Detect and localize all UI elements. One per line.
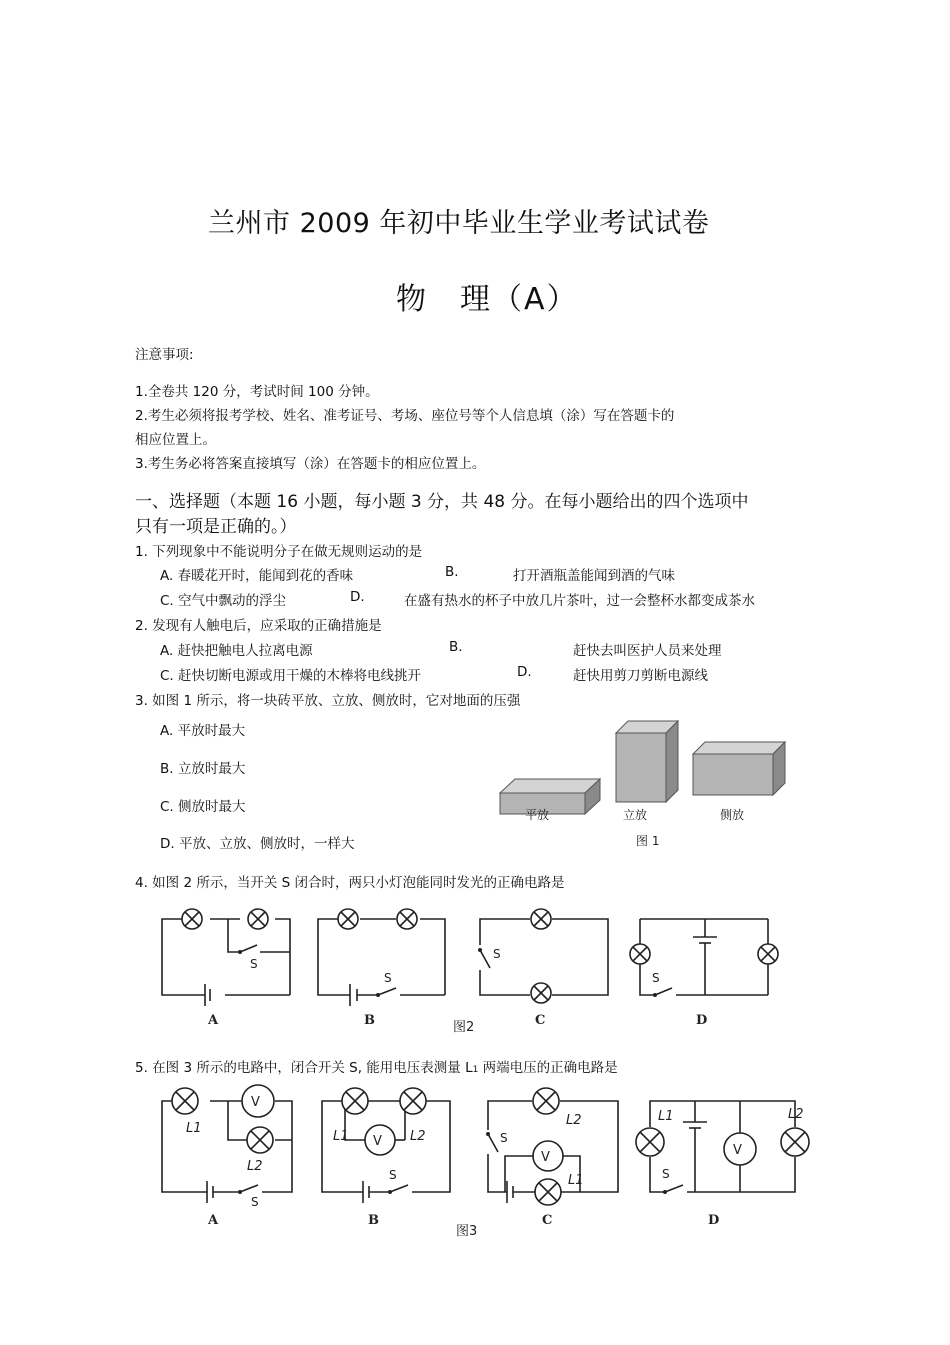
option-b: 打开酒瓶盖能闻到酒的气味 <box>513 568 675 584</box>
circuit-2c <box>478 909 608 1028</box>
voltmeter-label: V <box>373 1134 382 1149</box>
question-stem: 1. 下列现象中不能说明分子在做无规则运动的是 <box>135 544 423 560</box>
option-label: C <box>542 1213 553 1228</box>
note-item: 3.考生务必将答案直接填写（涂）在答题卡的相应位置上。 <box>135 456 486 472</box>
question-stem: 3. 如图 1 所示，将一块砖平放、立放、侧放时，它对地面的压强 <box>135 693 521 709</box>
exam-title: 兰州市 2009 年初中毕业生学业考试试卷 <box>208 208 710 239</box>
switch-label: S <box>384 971 392 985</box>
stem-part: 5. 在图 3 所示的电路中，闭合开关 S, 能用电压表测量 L <box>135 1060 473 1076</box>
note-item: 相应位置上。 <box>135 432 216 448</box>
voltmeter-label: V <box>541 1150 550 1165</box>
stem-part: 两端电压的正确电路是 <box>478 1060 618 1076</box>
option-label: D <box>708 1213 720 1228</box>
stem-subscript: 1 <box>472 1065 479 1075</box>
figure-caption: 图 1 <box>636 834 660 848</box>
circuit-3b <box>322 1088 450 1228</box>
voltmeter-label: V <box>733 1143 742 1158</box>
note-item: 2.考生必须将报考学校、姓名、准考证号、考场、座位号等个人信息填（涂）写在答题卡的 <box>135 408 675 424</box>
circuit-3a <box>162 1085 292 1228</box>
option-b-key: B. <box>445 564 459 580</box>
option-d: 在盛有热水的杯子中放几片茶叶，过一会整杯水都变成茶水 <box>404 593 755 609</box>
brick-upright <box>616 721 678 802</box>
option-a: A. 平放时最大 <box>160 723 246 739</box>
switch-label: S <box>652 971 660 985</box>
l1-label: L1 <box>333 1129 349 1144</box>
option-label: B <box>364 1013 375 1028</box>
figure-3-circuits <box>150 1082 815 1247</box>
option-label: A <box>208 1213 219 1228</box>
l1-label: L1 <box>568 1173 584 1188</box>
option-c: C. 空气中飘动的浮尘 <box>160 593 287 609</box>
subject-title: 物 理（A） <box>396 282 579 317</box>
l2-label: L2 <box>410 1129 426 1144</box>
question-stem <box>135 1056 618 1076</box>
l1-label: L1 <box>658 1109 674 1124</box>
switch-label: S <box>662 1167 670 1181</box>
option-a: A. 春暖花开时，能闻到花的香味 <box>160 568 354 584</box>
section-heading: 一、选择题（本题 16 小题，每小题 3 分，共 48 分。在每小题给出的四个选项中 <box>135 492 749 512</box>
option-b: 赶快去叫医护人员来处理 <box>573 643 722 659</box>
voltmeter-label: V <box>251 1095 260 1110</box>
switch-label: S <box>251 1195 259 1209</box>
circuit-2a <box>162 909 290 1028</box>
option-d-key: D. <box>350 589 365 605</box>
circuit-2b <box>318 909 445 1028</box>
notes-heading: 注意事项: <box>135 347 194 363</box>
option-label: B <box>368 1213 379 1228</box>
label-side: 侧放 <box>720 808 745 822</box>
question-stem: 2. 发现有人触电后，应采取的正确措施是 <box>135 618 382 634</box>
option-label: A <box>208 1013 219 1028</box>
circuit-3c <box>486 1088 618 1228</box>
section-heading-cont: 只有一项是正确的。） <box>135 517 297 537</box>
question-stem: 4. 如图 2 所示，当开关 S 闭合时，两只小灯泡能同时发光的正确电路是 <box>135 875 565 891</box>
option-c: C. 侧放时最大 <box>160 799 246 815</box>
label-flat: 平放 <box>525 808 550 822</box>
l2-label: L2 <box>566 1113 582 1128</box>
option-a: A. 赶快把触电人拉离电源 <box>160 643 313 659</box>
switch-label: S <box>250 957 258 971</box>
switch-label: S <box>389 1168 397 1182</box>
figure-caption: 图2 <box>453 1020 475 1035</box>
option-d: 赶快用剪刀剪断电源线 <box>573 668 708 684</box>
figure-2-circuits <box>150 900 800 1040</box>
option-c: C. 赶快切断电源或用干燥的木棒将电线挑开 <box>160 668 422 684</box>
brick-flat <box>500 779 600 814</box>
option-b-key: B. <box>449 639 463 655</box>
switch-label: S <box>500 1131 508 1145</box>
figure-caption: 图3 <box>456 1224 478 1239</box>
option-label: C <box>535 1013 546 1028</box>
circuit-2d <box>630 919 778 1028</box>
note-item: 1.全卷共 120 分，考试时间 100 分钟。 <box>135 384 379 400</box>
brick-side <box>693 742 785 795</box>
option-b: B. 立放时最大 <box>160 761 246 777</box>
option-d: D. 平放、立放、侧放时，一样大 <box>160 836 355 852</box>
l2-label: L2 <box>788 1107 804 1122</box>
switch-label: S <box>493 947 501 961</box>
label-upright: 立放 <box>623 808 648 822</box>
l1-label: L1 <box>186 1121 202 1136</box>
option-d-key: D. <box>517 664 532 680</box>
option-label: D <box>696 1013 708 1028</box>
l2-label: L2 <box>247 1159 263 1174</box>
circuit-3d <box>636 1101 809 1228</box>
figure-1-bricks <box>495 715 795 855</box>
